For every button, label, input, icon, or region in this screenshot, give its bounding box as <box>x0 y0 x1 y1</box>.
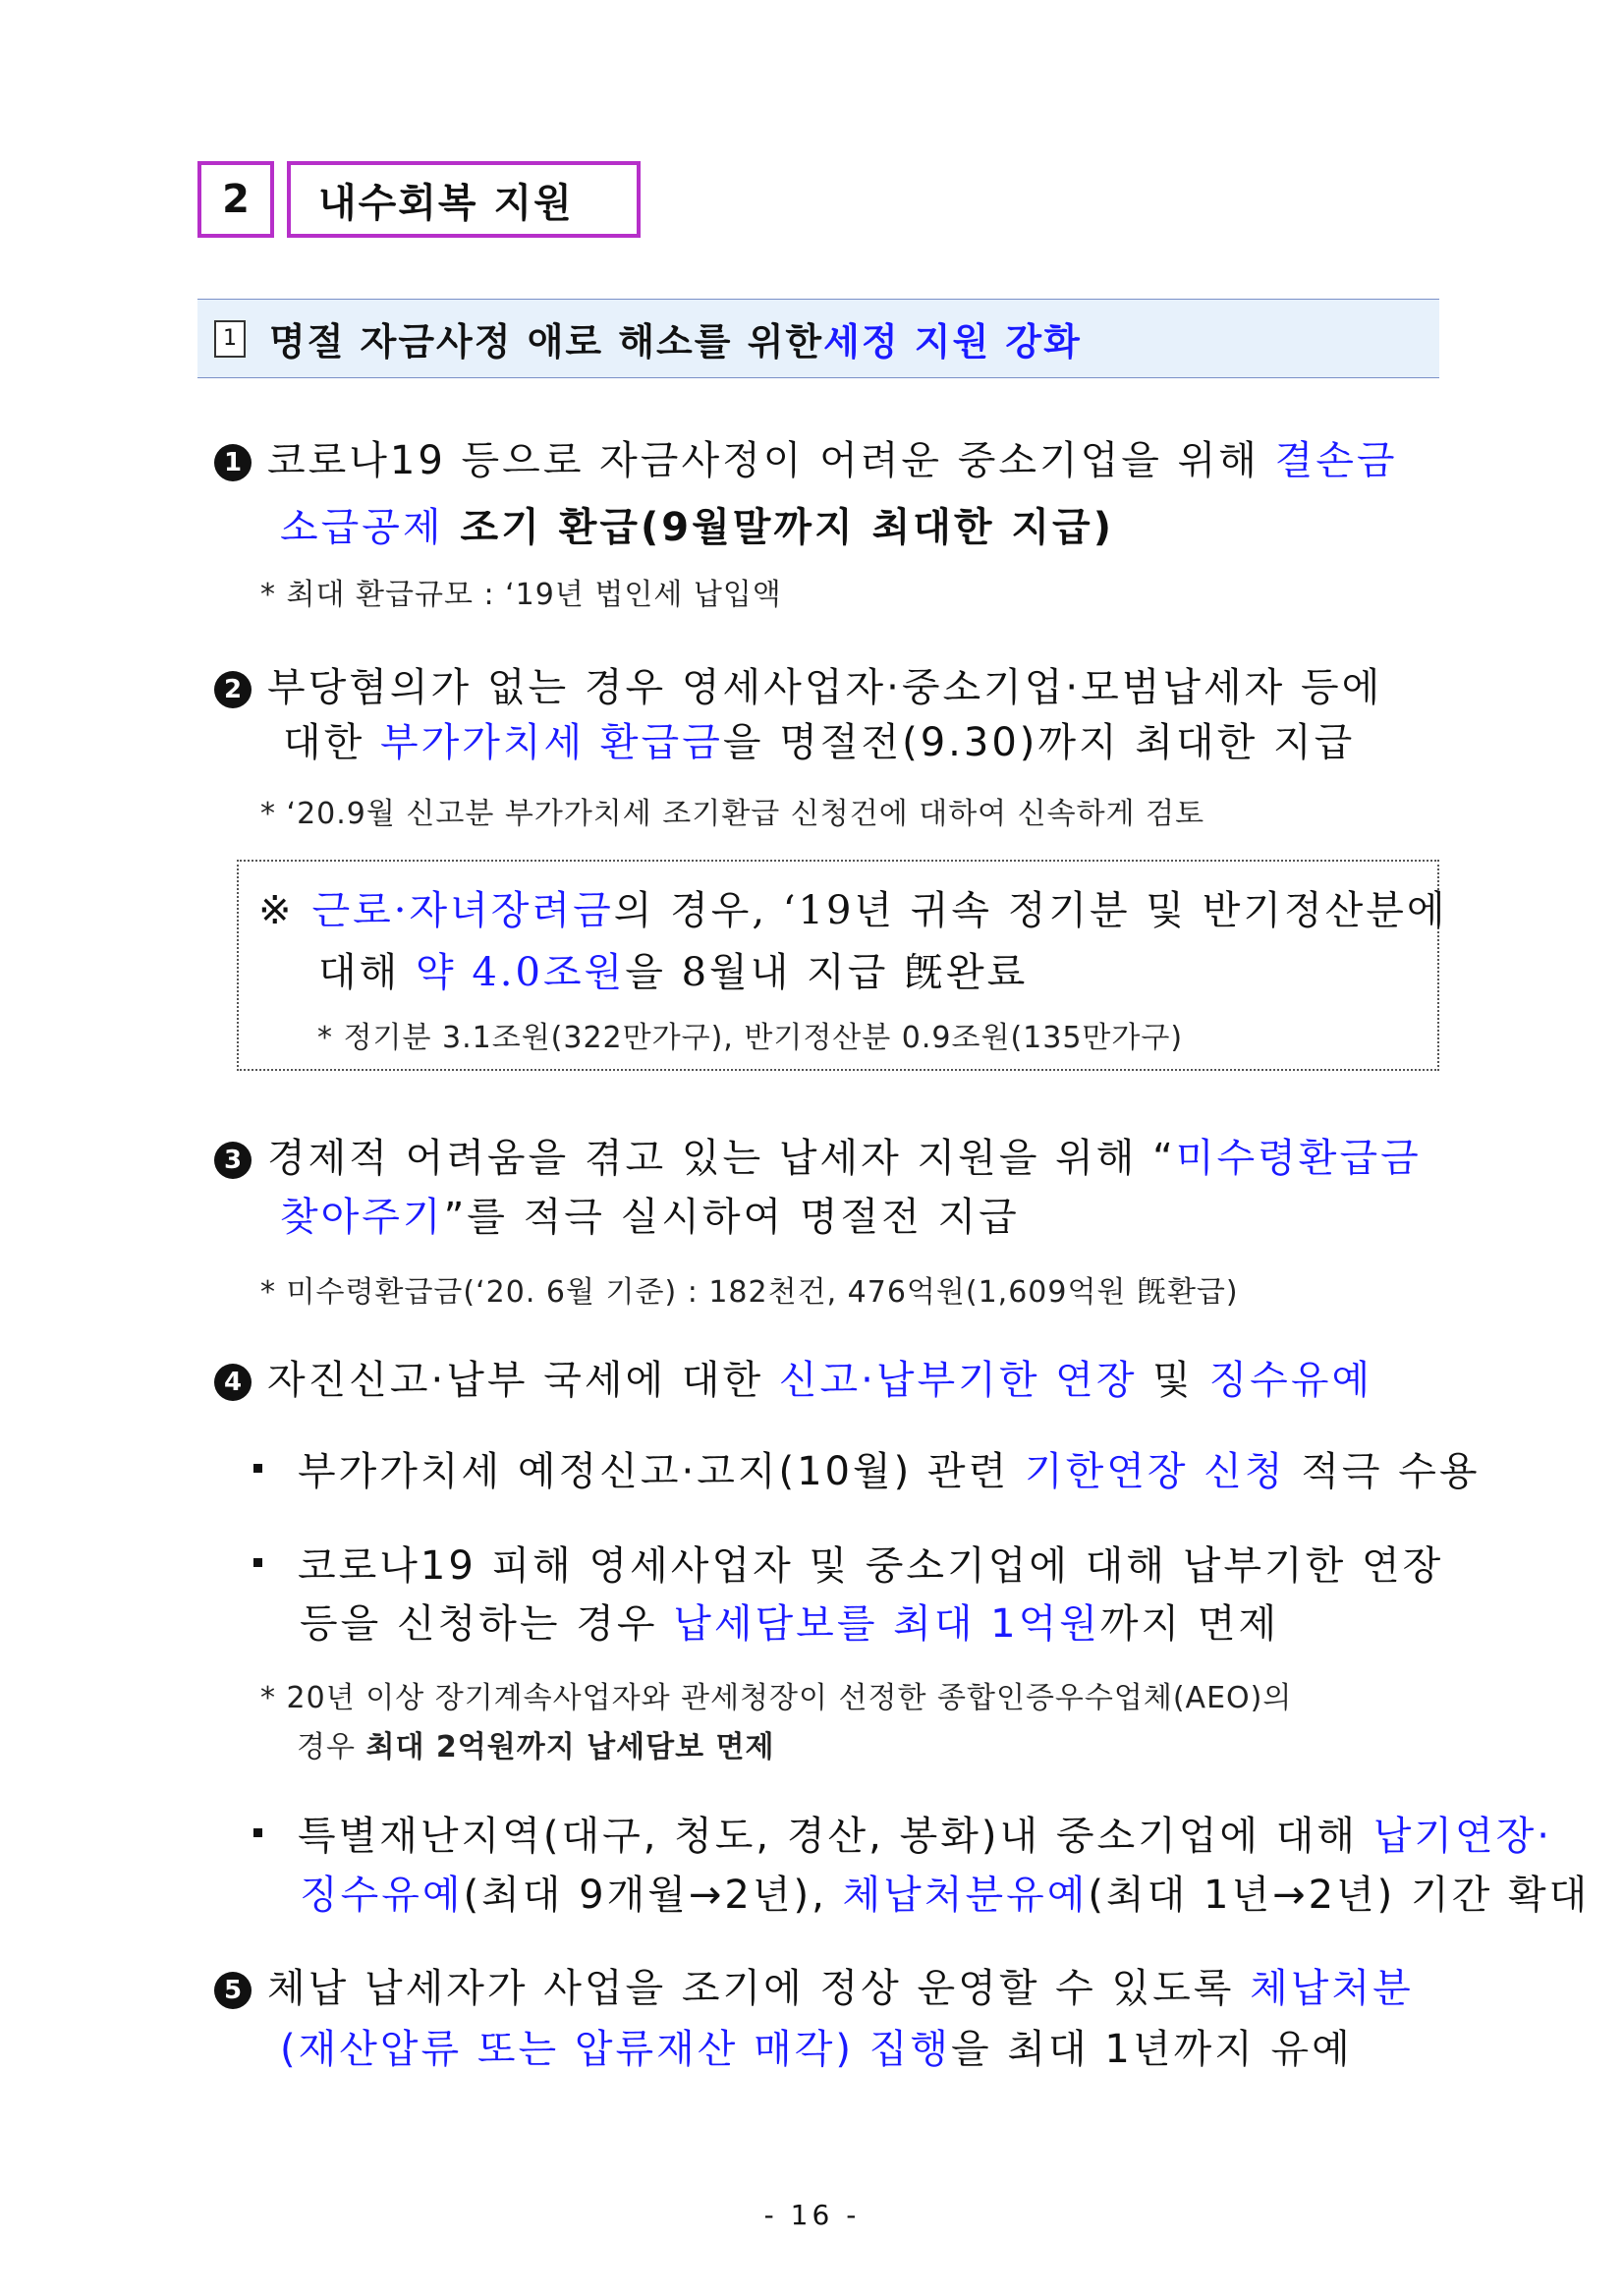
bullet2-text-a: 코로나19 피해 영세사업자 및 중소기업에 대해 납부기한 연장 <box>298 1543 1444 1589</box>
item4-text-b: 신고·납부기한 연장 <box>778 1358 1138 1403</box>
bullet1-text-b: 기한연장 신청 <box>1024 1449 1286 1494</box>
section-number: 2 <box>197 161 274 238</box>
item4-bullet2-line2 <box>300 1593 1279 1649</box>
bullet2-note-line1: * 20년 이상 장기계속사업자와 관세청장이 선정한 종합인증우수업체(AEO)의 <box>260 1681 1293 1715</box>
item1-text-c: 소급공제 <box>280 505 444 550</box>
item1-text-a: 코로나19 등으로 자금사정이 어려운 중소기업을 위해 <box>267 438 1275 483</box>
item3-line1 <box>214 1127 1422 1183</box>
item2-marker: 2 <box>214 671 252 708</box>
item2-text-b: 대한 <box>283 720 380 765</box>
bullet1-text-c: 적극 수용 <box>1285 1449 1481 1494</box>
item5-marker: 5 <box>214 1972 252 2009</box>
subsection-bar <box>197 299 1439 378</box>
item3-text-a: 경제적 어려움을 겪고 있는 납세자 지원을 위해 “ <box>267 1136 1176 1181</box>
bullet2-note-line2 <box>297 1722 774 1765</box>
item1-text-b: 결손금 <box>1274 438 1398 483</box>
item4-text-c: 및 <box>1137 1358 1209 1403</box>
box-line2 <box>318 941 1028 997</box>
item1-line2 <box>280 496 1114 552</box>
box-text-c: 대해 <box>318 950 416 995</box>
box-text-e: 을 8월내 지급 旣완료 <box>625 950 1029 995</box>
item5-text-c: (재산압류 또는 압류재산 매각) 집행 <box>280 2027 952 2072</box>
subsection-title-a: 명절 자금사정 애로 해소를 위한 <box>269 320 824 364</box>
item4-marker: 4 <box>214 1364 252 1401</box>
item1-note: * 최대 환급규모 : ‘19년 법인세 납입액 <box>260 578 782 612</box>
bullet3-text-b: 납기연장· <box>1372 1814 1553 1859</box>
subsection-number: 1 <box>214 320 246 358</box>
box-line1 <box>258 879 1448 935</box>
page-number: - 16 - <box>763 2199 861 2231</box>
bullet3-text-c: 징수유예 <box>300 1873 464 1918</box>
bullet1-text-a: 부가가치세 예정신고·고지(10월) 관련 <box>298 1449 1025 1494</box>
item3-text-c: 찾아주기 <box>280 1195 444 1240</box>
reference-mark: ※ <box>258 888 295 933</box>
item2-text-d: 을 명절전(9.30)까지 최대한 지급 <box>722 720 1356 765</box>
item1-line1 <box>214 429 1398 485</box>
item2-line2 <box>283 711 1355 767</box>
item4-text-d: 징수유예 <box>1208 1358 1373 1403</box>
item5-text-d: 을 최대 1년까지 유예 <box>951 2027 1353 2072</box>
bullet2-text-b: 등을 신청하는 경우 <box>300 1601 674 1647</box>
bullet3-text-a: 특별재난지역(대구, 청도, 경산, 봉화)내 중소기업에 대해 <box>298 1814 1373 1859</box>
item5-line1 <box>214 1957 1414 2013</box>
item5-text-a: 체납 납세자가 사업을 조기에 정상 운영할 수 있도록 <box>267 1966 1251 2011</box>
bullet3-text-e: 체납처분유예 <box>842 1873 1089 1918</box>
item4-text-a: 자진신고·납부 국세에 대한 <box>267 1358 779 1403</box>
item4-bullet2-line1 <box>253 1535 1443 1591</box>
item2-line1 <box>214 656 1382 712</box>
box-note: * 정기분 3.1조원(322만가구), 반기정산분 0.9조원(135만가구) <box>317 1021 1184 1055</box>
bullet2-text-d: 까지 면제 <box>1099 1601 1280 1647</box>
bullet3-text-d: (최대 9개월→2년), <box>463 1873 843 1918</box>
item1-text-d: 조기 환급(9월말까지 최대한 지급) <box>443 505 1114 550</box>
item3-text-d: ”를 적극 실시하여 명절전 지급 <box>443 1195 1020 1240</box>
item3-line2 <box>280 1186 1020 1242</box>
square-bullet-icon <box>253 1464 262 1473</box>
square-bullet-icon <box>253 1558 262 1567</box>
item5-text-b: 체납처분 <box>1250 1966 1414 2011</box>
bullet3-text-f: (최대 1년→2년) 기간 확대 <box>1088 1873 1591 1918</box>
item4-line1 <box>214 1349 1372 1405</box>
item3-note: * 미수령환급금(‘20. 6월 기준) : 182천건, 476억원(1,609억원 旣환급) <box>260 1275 1239 1310</box>
item2-note: * ‘20.9월 신고분 부가가치세 조기환급 신청건에 대하여 신속하게 검토 <box>260 797 1205 831</box>
bullet2-note-text-a: 경우 <box>297 1730 366 1764</box>
box-text-a: 근로·자녀장려금 <box>311 888 614 933</box>
item2-text-a: 부당혐의가 없는 경우 영세사업자·중소기업·모범납세자 등에 <box>267 665 1383 710</box>
item2-text-c: 부가가치세 환급금 <box>380 720 723 765</box>
box-text-d: 약 4.0조원 <box>416 950 626 995</box>
bullet2-note-text-b: 최대 2억원까지 납세담보 면제 <box>365 1730 775 1764</box>
item4-bullet3-line1 <box>253 1805 1552 1861</box>
section-title: 내수회복 지원 <box>287 161 641 238</box>
item1-marker: 1 <box>214 444 252 481</box>
item3-marker: 3 <box>214 1142 252 1179</box>
item5-line2 <box>280 2018 1353 2074</box>
subsection-title-b: 세정 지원 강화 <box>823 320 1082 364</box>
bullet2-text-c: 납세담보를 최대 1억원 <box>673 1601 1100 1647</box>
square-bullet-icon <box>253 1828 262 1837</box>
item3-text-b: 미수령환급금 <box>1175 1136 1422 1181</box>
item4-bullet1 <box>253 1440 1481 1496</box>
item4-bullet3-line2 <box>300 1864 1590 1920</box>
box-text-b: 의 경우, ‘19년 귀속 정기분 및 반기정산분에 <box>613 888 1448 933</box>
